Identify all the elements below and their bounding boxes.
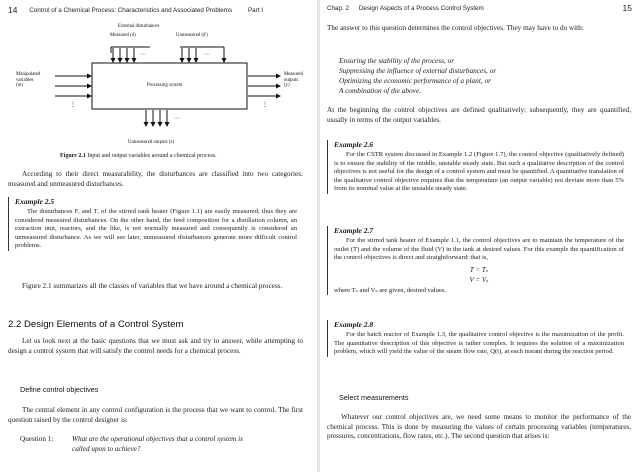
example-2-7-after: where Tₛ and Vₛ are given, desired values. <box>334 286 447 294</box>
right-page <box>320 0 638 472</box>
equation-temperature: T = Tₛ <box>469 265 489 274</box>
equations <box>334 265 624 285</box>
example-2-7 <box>327 226 624 295</box>
figure-2-1 <box>0 20 318 150</box>
outputs-line-3: (y) <box>284 83 290 89</box>
select-measurements-heading: Select measurements <box>339 393 409 402</box>
processing-system-label: Processing system <box>147 83 183 88</box>
left-page <box>0 0 318 472</box>
page-number-right: 15 <box>622 3 632 13</box>
manipulated-variables-label <box>16 72 40 89</box>
measured-d-label: Measured (d) <box>110 33 136 38</box>
question-label: Question 1: <box>20 435 54 443</box>
svg-text:⋮: ⋮ <box>70 102 76 108</box>
list-item: Optimizing the economic performance of a plant, or <box>339 76 491 85</box>
manipulated-line-2: variables <box>16 77 34 83</box>
manipulated-line-1: Manipulated <box>16 72 41 77</box>
list-item: Ensuring the stability of the process, or <box>339 56 455 65</box>
right-para-3: Whatever our control objectives are, we need some means to monitor the performance of the chemical process. This is done by measuring the values of certain processing variables (temperatures, pressures, concentrations, flow rates, etc.). The second question that arises is: <box>327 413 631 441</box>
example-2-5 <box>8 197 297 251</box>
example-2-7-title: Example 2.7 <box>334 226 374 235</box>
svg-text:···: ··· <box>204 52 210 58</box>
running-title-right: Design Aspects of a Process Control System <box>358 5 484 12</box>
list-item: Suppressing the influence of external disturbances, or <box>339 66 497 75</box>
left-para-1: According to their direct measurability, the disturbances are classified into two categories: measured and unmeasured disturbances. <box>8 170 303 188</box>
manipulated-line-3: (m) <box>16 83 23 89</box>
example-2-8-body: For the batch reactor of Example 1.3, the qualitative control objective is the maximization of the profit. The quantitative description of this objective is rather complex. It requires the solution of a maximization problem, which will yield the value of the steam flow rate, Q(t), at each instant during the reaction period. <box>334 331 624 356</box>
equation-volume: V = Vₛ <box>469 275 489 284</box>
example-2-6-body: For the CSTR system discussed in Example 1.2 (Figure 1.7), the control objective (qualitatively defined) is to ensure the stability of the middle, unstable steady state. But such a qualitative description of the control objectives is not useful for the design of a control system and must be quantified. A quantitative translation of the qualitative control objective requires that the temperature (an output variable) not deviate more than 5% from its nominal value at the unstable steady state. <box>334 151 624 193</box>
unmeasured-output-arrows <box>146 110 167 126</box>
list-item: A combination of the above. <box>339 86 421 95</box>
unmeasured-outputs-label: Unmeasured outputs (z) <box>128 140 175 145</box>
svg-text:⋮: ⋮ <box>262 102 268 108</box>
measured-output-arrows <box>248 76 280 96</box>
figure-caption-text: Input and output variables around a chemical process. <box>87 153 217 159</box>
svg-text:···: ··· <box>140 52 146 58</box>
part-label: Part I <box>247 7 264 14</box>
manipulated-arrows <box>55 76 91 96</box>
example-2-8-title: Example 2.8 <box>334 320 374 329</box>
example-2-8 <box>327 320 624 357</box>
example-2-5-body: The disturbances Fᵢ and Tᵢ of the stirred tank heater (Figure 1.1) are easily measured; thus they are considered measured disturbances. On the other hand, the feed composition for a distillation column, an extraction unit, reactors, and the like, is not normally measured and consequently is considered an unmeasured disturbance. As we will see later, unmeasured disturbances generate more difficult control problems. <box>15 208 297 250</box>
external-disturbances-label: External disturbances <box>118 24 160 29</box>
example-2-6 <box>327 140 624 194</box>
figure-caption <box>60 153 217 159</box>
objectives-list <box>339 56 629 96</box>
outputs-line-2: outputs <box>284 77 299 83</box>
example-2-5-title: Example 2.5 <box>15 197 55 206</box>
left-para-3: Let us look next at the basic questions that we must ask and try to answer, while attempting to design a control system that will satisfy the control needs for a chemical process. <box>8 337 303 355</box>
left-para-2: Figure 2.1 summarizes all the classes of variables that we have around a chemical process. <box>22 282 283 290</box>
chapter-label: Chap. 2 <box>327 5 350 12</box>
measured-outputs-label <box>284 72 303 89</box>
right-para-2: At the beginning the control objectives are defined qualitatively; subsequently, they are quantified, usually in terms of the output variables. <box>327 106 631 124</box>
right-para-1: The answer to this question determines the control objectives. They may have to do with: <box>327 24 584 32</box>
figure-number: Figure 2.1 <box>60 153 86 159</box>
outputs-line-1: Measured <box>284 72 303 77</box>
define-objectives-heading: Define control objectives <box>20 385 99 394</box>
section-2-2-heading: 2.2 Design Elements of a Control System <box>8 319 184 330</box>
unmeasured-disturbance-arrows <box>180 47 224 62</box>
running-title-left: Control of a Chemical Process: Characteristics and Associated Problems <box>29 7 233 14</box>
left-page-header <box>8 5 263 15</box>
left-para-4: The central element in any control configuration is the process that we want to control. The first question raised by the control designer is: <box>8 406 303 424</box>
question-text: What are the operational objectives that a control system is called upon to achieve? <box>72 435 243 453</box>
example-2-7-body: For the stirred tank heater of Example 1.1, the control objectives are to maintain the temperature of the outlet (T) and the volume of the fluid (V) in the tank at desired values. For this example the quantification of the control objectives is direct and straightforward: that is, <box>334 237 624 262</box>
right-page-header <box>327 5 632 12</box>
unmeasured-d-label: Unmeasured (d') <box>176 33 208 38</box>
svg-text:···: ··· <box>174 116 180 122</box>
example-2-6-title: Example 2.6 <box>334 140 374 149</box>
page-number-left: 14 <box>8 5 18 15</box>
